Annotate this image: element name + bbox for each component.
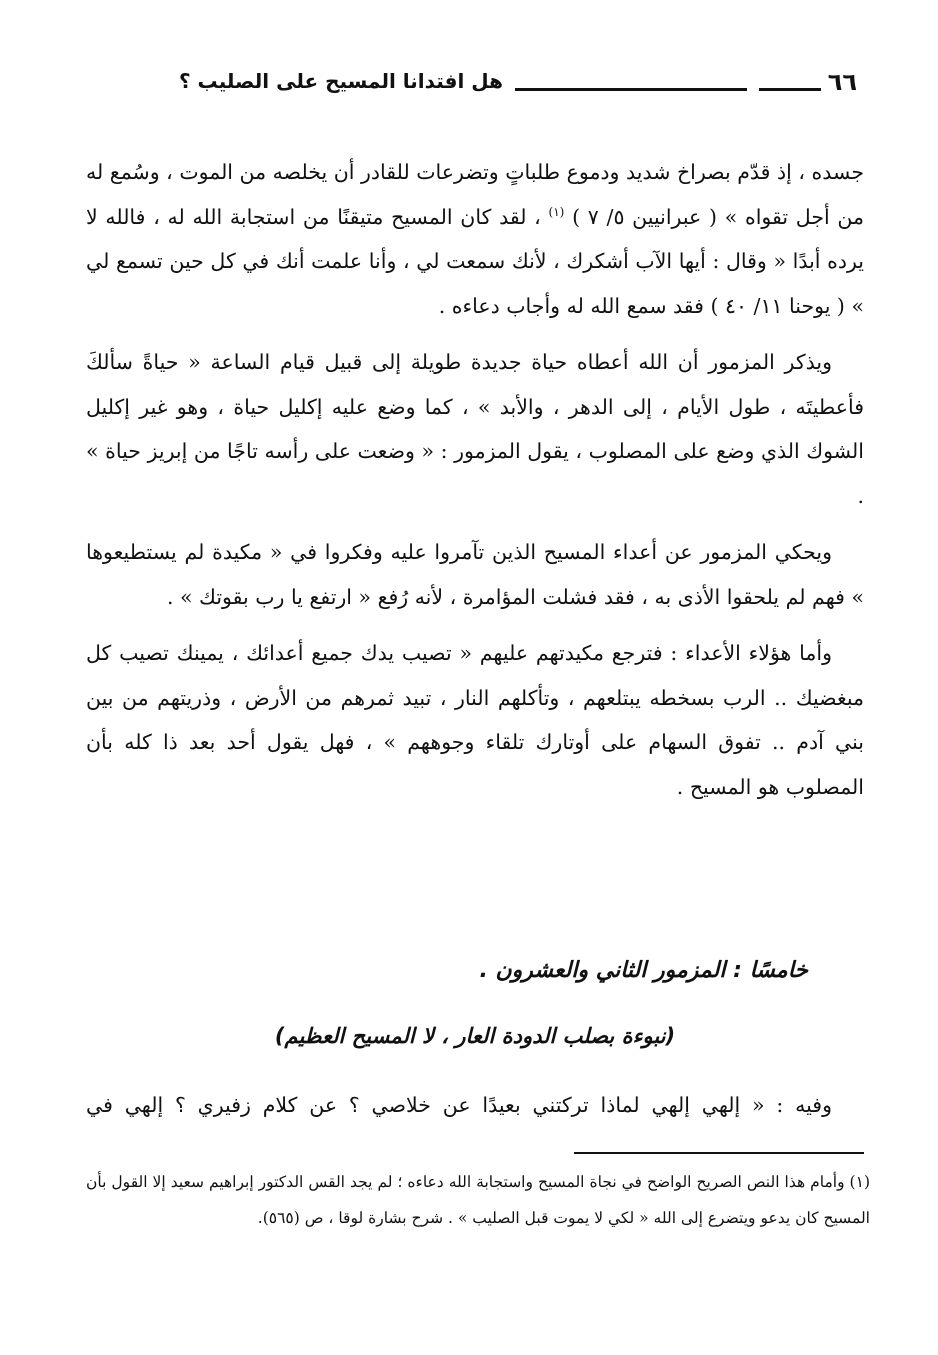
- footnote-separator: [574, 1152, 864, 1154]
- footnote-1: (١) وأمام هذا النص الصريح الواضح في نجاة المسيح واستجابة الله دعاءه ؛ لم يجد القس الدكتور إبراهيم سعيد إلا القول بأن المسيح كان يدعو ويتضرع إلى الله « لكي لا يموت قبل الصليب » . شرح بشارة لوقا ، ص (٥٦٥).: [86, 1173, 870, 1227]
- main-text: [86, 150, 864, 821]
- page-number: ٦٦: [827, 68, 857, 96]
- header-rule-right: [759, 88, 821, 91]
- paragraph-4: وأما هؤلاء الأعداء : فترجع مكيدتهم عليهم « تصيب يدك جميع أعدائك ، يمينك تصيب كل مبغضيك .. الرب بسخطه يبتلعهم ، وتأكلهم النار ، تبيد ثمرهم من الأرض ، وذريتهم من بين بني آدم .. تفوق السهام على أوتارك تلقاء وجوههم » ، فهل يقول أحد بعد ذا كله بأن المصلوب هو المسيح .: [86, 641, 864, 799]
- footnotes: [86, 1164, 870, 1236]
- section-subheading: (نبوءة بصلب الدودة العار ، لا المسيح العظيم): [274, 1024, 676, 1048]
- paragraph-2: ويذكر المزمور أن الله أعطاه حياة جديدة طويلة إلى قبيل قيام الساعة « حياةً سألكَ فأعطيتَه ، طول الأيام ، إلى الدهر ، والأبد » ، كما وضع عليه إكليل حياة ، وهو غير إكليل الشوك الذي وضع على المصلوب ، يقول المزمور : « وضعت على رأسه تاجًا من إبريز حياة » .: [86, 350, 864, 508]
- paragraph-3: ويحكي المزمور عن أعداء المسيح الذين تآمروا عليه وفكروا في « مكيدة لم يستطيعوها » فهم لم يلحقوا الأذى به ، فقد فشلت المؤامرة ، لأنه رُفع « ارتفع يا رب بقوتك » .: [86, 540, 864, 609]
- paragraph-1-continuation: ، لقد كان المسيح متيقنًا من استجابة الله له ، فالله لا يرده أبدًا « وقال : أيها الآب أشكرك ، لأنك سمعت لي ، وأنا علمت أنك في كل حين تسمع لي » ( يوحنا ١١/ ٤٠ ) فقد سمع الله له وأجاب دعاءه .: [86, 204, 864, 318]
- paragraph-1: [86, 150, 864, 328]
- paragraph-1-text: جسده ، إذ قدّم بصراخ شديد ودموع طلباتٍ وتضرعات للقادر أن يخلصه من الموت ، وسُمع له من أجل تقواه » ( عبرانيين ٥/ ٧ ): [86, 160, 864, 229]
- header-rule-middle: [515, 88, 747, 91]
- footnote-ref-1[interactable]: (١): [548, 204, 565, 219]
- book-title: هل افتدانا المسيح على الصليب ؟: [178, 69, 503, 93]
- running-header: [90, 62, 865, 102]
- section-heading: خامسًا : المزمور الثاني والعشرون .: [479, 958, 808, 983]
- paragraph-5: وفيه : « إلهي إلهي لماذا تركتني بعيدًا عن خلاصي ؟ عن كلام زفيري ؟ إلهي في: [86, 1093, 832, 1117]
